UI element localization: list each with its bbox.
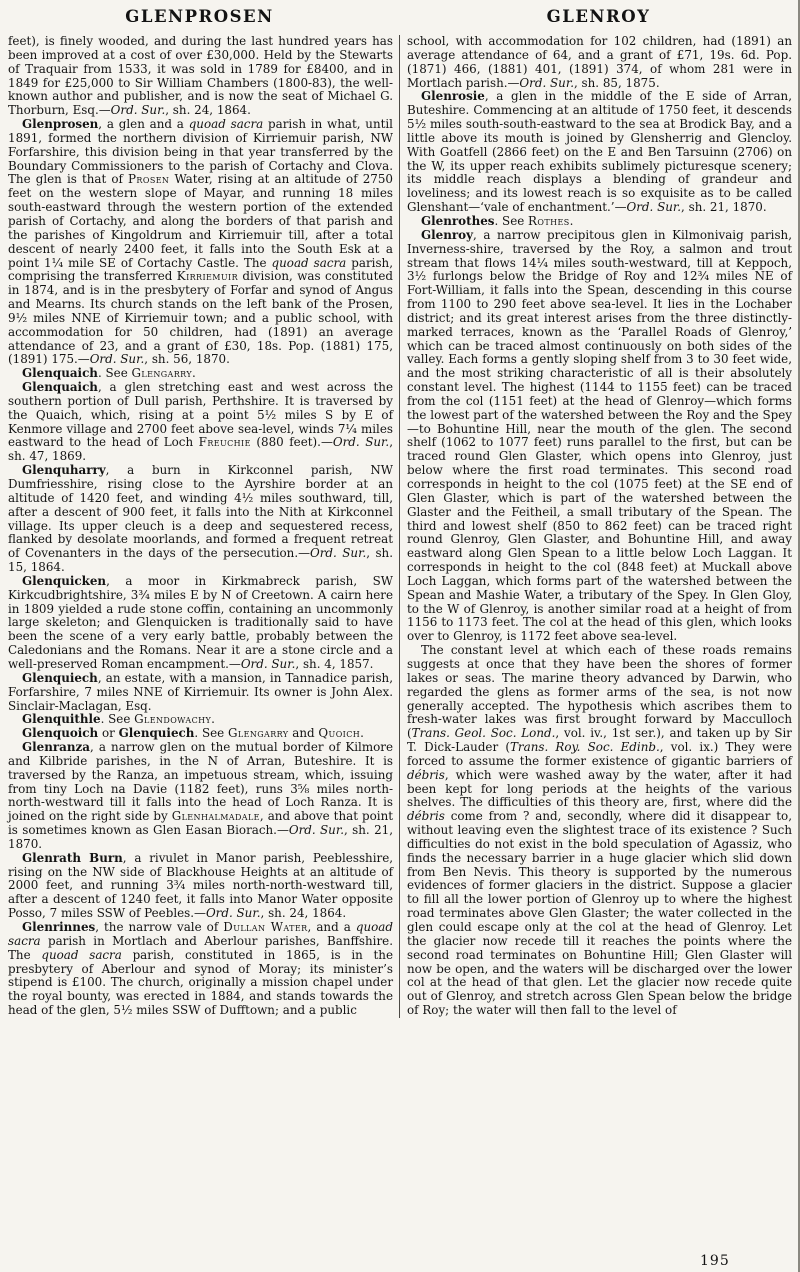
text-run: Glenranza xyxy=(22,740,90,755)
text-run: . See xyxy=(494,213,529,228)
text-run: Rothes xyxy=(528,213,570,228)
text-run: Water, rising at an altitude of 2750 feet on the western slope of Mayar, and running 18 miles south-eastward through the western portion of the extended parish of Cortachy, and along the borders of that parish and the parishes of Kingoldrum and Kirriemuir till, after a total descent of nearly 2400 feet, it falls into the South Esk at a point 1¼ mile SE of Cortachy Castle. The xyxy=(8,172,393,270)
text-run: Glenquicken xyxy=(22,573,107,588)
text-run: Glenquaich xyxy=(22,366,98,381)
text-run: , which were washed away by the water, after it had been kept for long periods at the heights of the various shelves. The difficulties of this theory are, first, where did the xyxy=(407,767,792,810)
text-run: Glenrinnes xyxy=(22,920,96,934)
text-run: Ord. Sur. xyxy=(110,103,166,118)
text-run: Ord. Sur. xyxy=(205,906,261,921)
text-run: Glengarry xyxy=(131,366,193,381)
text-run: , sh. 24, 1864. xyxy=(165,103,251,118)
paragraph xyxy=(8,741,393,852)
text-run: Glendowachy xyxy=(134,712,212,727)
text-run: parish, constituted in 1865, is in the presbytery of Aberlour and synod of Moray; its minister’s stipend is £100. The church, originally a mission chapel under the royal bounty, was erected in 1884, and stands towards the head of the glen, 5½ miles SSW of Dufftown; and a public xyxy=(8,947,393,1018)
text-run: quoad sacra xyxy=(188,117,264,132)
text-run: , and a xyxy=(307,920,356,934)
text-run: , a glen in the middle of the E side of Arran, Buteshire. Commencing at an altitude of 1750 feet, it descends 5½ miles south-south-eastward to the sea at Brodick Bay, and a little above its mouth is joined by Glensherrig and Glencloy. With Goatfell (2866 feet) on the E and Ben Tarsuinn (2706) on the W, its upper reach exhibits sublimely picturesque scenery; its middle reach displays a blending of grandeur and loveliness; and its lowest reach is so exquisite as to be called Glenshant—‘vale of enchantment.’— xyxy=(407,89,792,215)
right-column-text xyxy=(407,35,792,1018)
paragraph xyxy=(407,90,792,215)
text-run: Glenrosie xyxy=(421,89,485,104)
text-run: , sh. 47, 1869. xyxy=(8,435,393,464)
text-run: Trans. Geol. Soc. Lond. xyxy=(411,726,556,741)
paragraph xyxy=(8,672,393,714)
text-run: Ord. Sur. xyxy=(519,75,574,90)
text-run: , vol. iv., 1st ser.), and taken up by Sir T. Dick-Lauder ( xyxy=(407,726,792,755)
text-run: , sh. 24, 1864. xyxy=(260,906,347,921)
text-run: The constant level at which each of these roads remains suggests at once that they have been the shores of former lakes or seas. The marine theory advanced by Darwin, who regarded the glens as former arms of the sea, is not now generally accepted. The hypothesis which ascribes them to fresh-water lakes was first brought forward by Macculloch ( xyxy=(407,643,792,741)
text-run: Glenquoich xyxy=(22,726,99,741)
text-run: , sh. 15, 1864. xyxy=(8,546,393,575)
text-run: débris xyxy=(407,767,445,782)
paragraph xyxy=(8,727,393,741)
text-run: , a moor in Kirkmabreck parish, SW Kirkcudbrightshire, 3¾ miles E by N of Creetown. A cairn here in 1809 yielded a rude stone coffin, containing an uncommonly large skeleton; and Glenquicken is traditionally said to have been the scene of a very early battle, probably between the Caledonians and the Romans. Near it are a stone circle and a well-preserved Roman encampment.— xyxy=(8,573,393,671)
paragraph xyxy=(8,35,393,118)
text-run: , vol. ix.) They were forced to assume the former existence of gigantic barriers of xyxy=(407,740,792,768)
text-run: , sh. 4, 1857. xyxy=(295,656,374,671)
text-run: parish, comprising the transferred xyxy=(8,255,393,284)
text-run: , a narrow glen on the mutual border of Kilmore and Kilbride parishes, in the N of Arran, Buteshire. It is traversed by the Ranza, an impetuous stream, which, issuing from tiny Loch na Davie (1182 feet), runs 3⅝ miles north-north-westward till it falls into the head of Loch Ranza. It is joined on the right side by xyxy=(8,740,393,824)
page-number: 195 xyxy=(700,1253,730,1269)
paragraph xyxy=(8,713,393,727)
text-run: , a glen and a xyxy=(98,117,189,132)
text-run: Glengarry xyxy=(227,726,289,741)
text-run: . xyxy=(569,213,574,228)
text-run: Glenrath Burn xyxy=(22,850,123,865)
text-run: and xyxy=(288,726,319,741)
paragraph xyxy=(8,367,393,381)
paragraph xyxy=(407,215,792,229)
running-heads xyxy=(0,0,798,33)
paragraph xyxy=(8,575,393,672)
text-run: Glenprosen xyxy=(22,117,99,132)
text-run: Glenquithle xyxy=(22,712,101,727)
text-run: Glenrothes xyxy=(421,213,495,228)
text-run: , sh. 21, 1870. xyxy=(681,200,767,215)
text-run: Glenquharry xyxy=(22,463,106,478)
text-run: Dullan Water xyxy=(223,920,308,934)
left-column-text xyxy=(8,35,393,1018)
text-columns xyxy=(0,33,798,1018)
text-run: , a burn in Kirkconnel parish, NW Dumfriesshire, rising close to the Ayrshire border at an altitude of 1420 feet, and winding 4½ miles southward, till, after a descent of 900 feet, it falls into the Nith at Kirkconnel village. Its upper cleuch is a deep and sequestered recess, flanked by desolate moorlands, and formed a frequent retreat of Covenanters in the days of the persecution.— xyxy=(8,463,393,561)
text-run: Glenquaich xyxy=(22,380,98,395)
paragraph xyxy=(8,118,393,367)
text-run: quoad sacra xyxy=(8,920,393,948)
column-divider xyxy=(399,35,400,1018)
text-run: Prosen xyxy=(128,172,170,187)
text-run: quoad sacra xyxy=(271,255,347,270)
paragraph xyxy=(407,35,792,90)
text-run: Ord. Sur. xyxy=(240,656,296,671)
text-run: quoad sacra xyxy=(41,947,122,962)
paragraph xyxy=(8,852,393,921)
text-run: Glenroy xyxy=(421,227,473,242)
paragraph xyxy=(8,464,393,575)
text-run: feet), is finely wooded, and during the last hundred years has been improved at a cost of over £30,000. Held by the Stewarts of Traquair from 1533, it was sold in 1789 for £8400, and in 1849 for £25,000 to Sir William Chambers (1800-83), the well-known author and publisher, and is now the seat of Michael G. Thorburn, Esq.— xyxy=(8,34,393,118)
text-run: come from ? and, secondly, where did it disappear to, without leaving even the slightest trace of its existence ? Such difficulties do not exist in the bold speculation of Agassiz, who finds the necessary barrier in a huge glacier which slid down from Ben Nevis. This theory is supported by the numerous evidences of former glaciers in the district. Suppose a glacier to fill all the lower portion of Glenroy up to where the highest road terminates above Glen Glaster; the water collected in the glen could escape only at the col at the head of Glenroy. Let the glacier now recede till it reaches the points where the second road terminates on Bohuntine Hill; Glen Glaster will now be open, and the waters will be discharged over the lower col at the head of that glen. Let the glacier now recede quite out of Glenroy, and stretch across Glen Spean below the bridge of Roy; the water will then fall to the level of xyxy=(407,809,792,1018)
text-run: or xyxy=(98,726,119,741)
text-run: . xyxy=(211,712,215,727)
text-run: Ord. Sur. xyxy=(89,352,145,367)
text-run: Quoich xyxy=(318,726,361,741)
text-run: Ord. Sur. xyxy=(332,435,390,450)
text-run: Trans. Roy. Soc. Edinb. xyxy=(509,740,660,755)
text-run: Kirriemuir xyxy=(176,269,238,284)
paragraph xyxy=(8,921,393,1018)
text-run: . xyxy=(360,726,364,741)
text-run: (880 feet).— xyxy=(250,435,333,450)
text-run: Glenquiech xyxy=(118,726,195,741)
text-run: Freuchie xyxy=(198,435,251,450)
text-run: parish in Mortlach and Aberlour parishes, Banffshire. The xyxy=(8,933,393,962)
paragraph xyxy=(407,644,792,1018)
text-run: , an estate, with a mansion, in Tannadice parish, Forfarshire, 7 miles NNE of Kirriemuir. Its owner is John Alex. Sinclair-Maclagan, Esq. xyxy=(8,670,393,713)
paragraph xyxy=(407,229,792,644)
right-running-head: GLENROY xyxy=(546,7,651,26)
text-run: division, was constituted in 1874, and is in the presbytery of Forfar and synod of Angus and Mearns. Its church stands on the left bank of the Prosen, 9½ miles NNE of Kirriemuir town; and a public school, with accommodation for 50 children, had (1891) an average attendance of 23, and a grant of £30, 18s. Pop. (1881) 175, (1891) 175.— xyxy=(8,269,393,367)
text-run: . See xyxy=(100,712,135,727)
text-run: Ord. Sur. xyxy=(626,200,682,215)
text-run: school, with accommodation for 102 children, had (1891) an average attendance of 64, and a grant of £71, 19s. 6d. Pop. (1871) 466, (1881) 401, (1891) 374, of whom 281 were in Mortlach parish.— xyxy=(407,34,792,90)
text-run: , sh. 85, 1875. xyxy=(573,75,660,90)
text-run: Ord. Sur. xyxy=(310,546,367,561)
text-run: . See xyxy=(194,726,228,741)
text-run: . See xyxy=(97,366,132,381)
paragraph xyxy=(8,381,393,464)
text-run: , a narrow precipitous glen in Kilmonivaig parish, Inverness-shire, traversed by the Roy, a salmon and trout stream that flows 14¼ miles south-westward, till at Keppoch, 3½ furlongs below the Bridge of Roy and 12¾ miles NE of Fort-William, it falls into the Spean, descending in this course from 1100 to 290 feet above sea-level. It lies in the Lochaber district; and its great interest arises from the three distinctly-marked terraces, known as the ‘Parallel Roads of Glenroy,’ which can be traced almost continuously on both sides of the valley. Each forms a gently sloping shelf from 3 to 30 feet wide, and the most striking characteristic of all is their absolutely constant level. The highest (1144 to 1155 feet) can be traced from the col (1151 feet) at the head of Glenroy—which forms the lowest part of the watershed between the Roy and the Spey—to Bohuntine Hill, near the mouth of the glen. The second shelf (1062 to 1077 feet) runs parallel to the first, but can be traced round Glen Glaster, which opens into Glenroy, just below where the first road terminates. This second road corresponds in height to the col (1075 feet) at the SE end of Glen Glaster, which is part of the watershed between the Glaster and the Feitheil, a small tributary of the Spean. The third and lowest shelf (850 to 862 feet) can be traced right round Glenroy, Glen Glaster, and Bohuntine Hill, and away eastward along Glen Spean to a little below Loch Laggan. It corresponds in height to the col (848 feet) at Muckall above Loch Laggan, which forms part of the watershed between the Spean and Mashie Water, a tributary of the Spey. In Glen Gloy, to the W of Glenroy, is another similar road at a height of from 1156 to 1173 feet. The col at the head of this glen, which looks over to Glenroy, is 1172 feet above sea-level. xyxy=(407,227,792,644)
left-running-head: GLENPROSEN xyxy=(125,7,274,26)
text-run: , sh. 56, 1870. xyxy=(144,352,230,367)
text-run: Glenquiech xyxy=(22,670,98,685)
text-run: . xyxy=(192,366,196,381)
text-run: , the narrow vale of xyxy=(95,920,224,934)
text-run: , and above that point is sometimes known as Glen Easan Biorach.— xyxy=(8,809,394,838)
text-run: , sh. 21, 1870. xyxy=(8,823,393,851)
text-run: parish in what, until 1891, formed the northern division of Kirriemuir parish, NW Forfarshire, this division being in that year transferred by the Boundary Commissioners to the parish of Cortachy and Clova. The glen is that of xyxy=(8,117,393,187)
text-run: Glenhalmadale xyxy=(171,809,260,824)
text-run: , a rivulet in Manor parish, Peeblesshire, rising on the NW side of Blackhouse Heights at an altitude of 2000 feet, and running 3¾ miles north-north-westward till, after a descent of 1240 feet, it falls into Manor Water opposite Posso, 7 miles SSW of Peebles.— xyxy=(8,850,394,921)
text-run: débris xyxy=(407,809,445,824)
text-run: , a glen stretching east and west across the southern portion of Dull parish, Perthshire. It is traversed by the Quaich, which, rising at a point 5½ miles S by E of Kenmore village and 2700 feet above sea-level, winds 7¼ miles eastward to the head of Loch xyxy=(8,380,393,450)
text-run: Ord. Sur. xyxy=(288,823,345,838)
